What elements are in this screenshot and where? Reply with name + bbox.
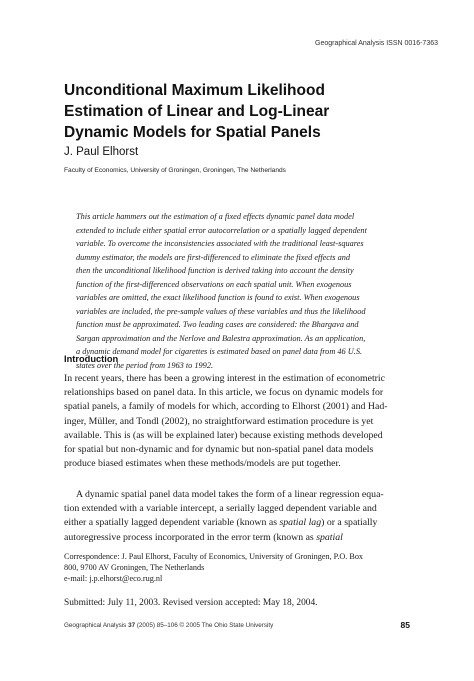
emphasis-term: spatial lag xyxy=(279,517,322,529)
submission-dates: Submitted: July 11, 2003. Revised version accepted: May 18, 2004. xyxy=(64,598,318,608)
body-text-segment: either a spatially lagged dependent variable (known as xyxy=(64,517,280,529)
footer-volume: 37 xyxy=(128,622,136,629)
journal-header xyxy=(315,40,438,47)
body-text-segment: ) or a spatially xyxy=(321,517,378,529)
journal-issn: ISSN 0016-7363 xyxy=(386,40,438,47)
body-line: spatial panels, a family of models for which, according to Elhorst (2001) and Had- xyxy=(64,401,388,413)
article-title xyxy=(64,80,424,143)
author-affiliation: Faculty of Economics, University of Groningen, Groningen, The Netherlands xyxy=(64,167,286,174)
abstract-line: a dynamic demand model for cigarettes is estimated based on panel data from 46 U.S. xyxy=(76,347,363,356)
abstract-line: variables are included, the pre-sample values of these variables and thus the likelihood xyxy=(76,306,366,316)
page-number: 85 xyxy=(400,620,410,630)
footer-pages: (2005) 85–106 xyxy=(136,622,178,629)
correspondence-email: e-mail: j.p.elhorst@eco.rug.nl xyxy=(64,574,163,583)
correspondence-footnote xyxy=(64,551,414,584)
introduction-paragraph-1 xyxy=(64,372,414,471)
author-name: J. Paul Elhorst xyxy=(64,146,139,158)
body-line xyxy=(64,531,414,545)
introduction-paragraph-2 xyxy=(64,488,414,545)
body-line: available. This is (as will be explained later) because existing methods developed xyxy=(64,429,383,441)
body-line: A dynamic spatial panel data model takes the form of a linear regression equa- xyxy=(76,489,384,500)
abstract-line: This article hammers out the estimation of a fixed effects dynamic panel data model xyxy=(76,212,355,221)
title-line: Estimation of Linear and Log-Linear xyxy=(64,103,330,120)
body-line: for spatial but non-dynamic and for dynamic but non-spatial panel data models xyxy=(64,444,374,456)
body-line: produce biased estimates when these methods/models are put together. xyxy=(64,458,341,470)
page-footer xyxy=(64,622,414,629)
body-line: tion extended with a variable intercept, a serially lagged dependent variable and xyxy=(64,503,377,515)
correspondence-line: 800, 9700 AV Groningen, The Netherlands xyxy=(64,563,205,572)
abstract-line: then the unconditional likelihood function is derived taking into account the density xyxy=(76,266,354,275)
abstract xyxy=(76,210,416,372)
abstract-line: variables are omitted, the exact likelihood function is found to exist. When exogenous xyxy=(76,293,360,302)
abstract-line: variable. To overcome the inconsistencies associated with the traditional least-squares xyxy=(76,239,364,248)
abstract-line: states over the period from 1963 to 1992. xyxy=(76,360,214,370)
body-line: inger, Müller, and Tondl (2002), no straightforward estimation procedure is yet xyxy=(64,415,374,427)
abstract-line: extended to include either spatial error autocorrelation or a spatially lagged dependent xyxy=(76,225,367,235)
journal-name: Geographical Analysis xyxy=(315,40,385,47)
body-line: relationships based on panel data. In this article, we focus on dynamic models for xyxy=(64,387,384,399)
title-line: Unconditional Maximum Likelihood xyxy=(64,82,325,99)
section-heading-introduction: Introduction xyxy=(64,354,119,364)
footer-journal: Geographical Analysis xyxy=(64,622,127,629)
title-line: Dynamic Models for Spatial Panels xyxy=(64,124,321,141)
emphasis-term: spatial xyxy=(316,531,343,543)
correspondence-line: Correspondence: J. Paul Elhorst, Faculty of Economics, University of Groningen, P.O. Box xyxy=(64,552,364,561)
body-line: In recent years, there has been a growing interest in the estimation of econometric xyxy=(64,373,385,384)
abstract-line: dummy estimator, the models are first-differenced to eliminate the fixed effects and xyxy=(76,252,351,262)
footer-copyright: © 2005 The Ohio State University xyxy=(179,622,274,629)
abstract-line: function of the first-differenced observations on each spatial unit. When exogenous xyxy=(76,279,352,289)
body-text-segment: autoregressive process incorporated in the error term (known as xyxy=(64,531,317,543)
abstract-line: function must be approximated. Two leading cases are considered: the Bhargava and xyxy=(76,320,359,329)
abstract-line: Sargan approximation and the Nerlove and Balestra approximation. As an application, xyxy=(76,333,366,343)
body-line xyxy=(64,516,414,530)
